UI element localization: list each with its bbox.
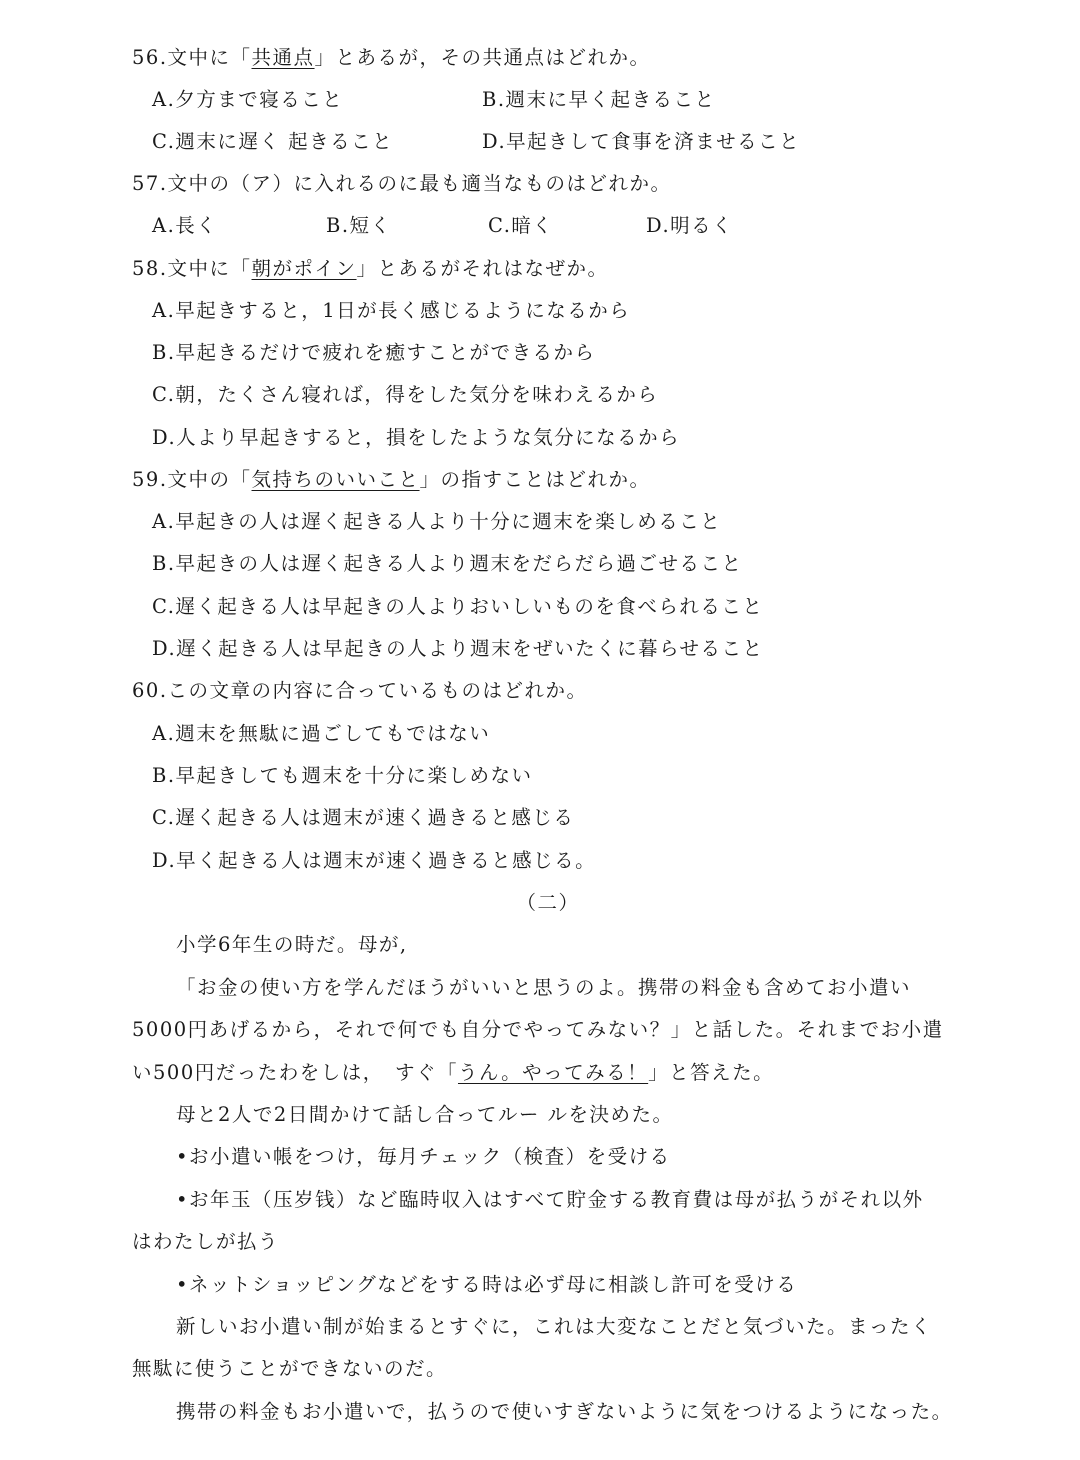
q56-option-a: A.夕方まで寝ること [152, 88, 344, 111]
question-59-suffix: 」の指すことはどれか。 [419, 468, 651, 491]
q60-option-c: C.遅く起きる人は週末が速く過きると感じる [152, 806, 575, 829]
question-58-keyword: 朝がポイン [251, 257, 357, 280]
q59-option-a: A.早起きの人は遅く起きる人より十分に週末を楽しめること [152, 510, 722, 533]
question-59-prefix: 59.文中の「 [132, 468, 252, 491]
question-58-prefix: 58.文中に「 [132, 257, 252, 280]
passage-paragraph-4-line-1: 新しいお小遣い制が始まるとすぐに，これは大変なことだと気づいた。まったく [176, 1315, 933, 1338]
q56-option-b: B.週末に早く起きること [482, 88, 716, 111]
paragraph-2-line-3-prefix: い500円だったわをしは， すぐ「 [132, 1061, 458, 1084]
question-56-prefix: 56.文中に「 [132, 46, 252, 69]
q57-option-c: C.暗く [488, 214, 554, 237]
question-56 [132, 44, 651, 72]
section-heading: （二） [516, 891, 580, 914]
q59-option-b: B.早起きの人は遅く起きる人より週末をだらだら過ごせること [152, 552, 743, 575]
q60-option-d: D.早く起きる人は週末が速く過きると感じる。 [152, 849, 597, 872]
rule-bullet-2-line-1: •お年玉（压岁钱）など臨時収入はすべて貯金する教育費は母が払うがそれ以外 [176, 1188, 924, 1211]
rule-bullet-2-line-2: はわたしが払う [132, 1230, 280, 1253]
question-57: 57.文中の（ア）に入れるのに最も適当なものはどれか。 [132, 172, 672, 195]
q56-option-c: C.週末に遅く 起きること [152, 130, 394, 153]
q60-option-b: B.早起きしても週末を十分に楽しめない [152, 764, 533, 787]
question-58-suffix: 」とあるがそれはなぜか。 [356, 257, 609, 280]
q57-option-d: D.明るく [646, 214, 734, 237]
q56-option-d: D.早起きして食事を済ませること [482, 130, 801, 153]
question-58 [132, 255, 609, 283]
passage-paragraph-3: 母と2人で2日間かけて話し合ってルー ルを決めた。 [176, 1103, 674, 1126]
question-60: 60.この文章の内容に合っているものはどれか。 [132, 679, 588, 702]
question-56-suffix: 」とあるが，その共通点はどれか。 [314, 46, 651, 69]
question-56-keyword: 共通点 [251, 46, 315, 69]
q57-option-b: B.短く [326, 214, 392, 237]
passage-paragraph-5: 携帯の料金もお小遣いで，払うので使いすぎないように気をつけるようになった。 [176, 1400, 953, 1423]
paragraph-2-line-3-suffix: 」と答えた。 [648, 1061, 775, 1084]
question-59 [132, 466, 651, 494]
passage-paragraph-1: 小学6年生の時だ。母が, [176, 933, 408, 956]
q57-option-a: A.長く [152, 214, 218, 237]
q59-option-d: D.遅く起きる人は早起きの人より週末をぜいたくに暮らせること [152, 637, 764, 660]
passage-paragraph-2-line-1: 「お金の使い方を学んだほうがいいと思うのよ。携帯の料金も含めてお小遣い [176, 976, 912, 999]
q58-option-a: A.早起きすると，1日が長く感じるようになるから [152, 299, 631, 322]
passage-paragraph-2-line-3 [132, 1059, 774, 1087]
q60-option-a: A.週末を無駄に過ごしてもではない [152, 722, 491, 745]
passage-paragraph-4-line-2: 無駄に使うことができないのだ。 [132, 1357, 448, 1380]
q59-option-c: C.遅く起きる人は早起きの人よりおいしいものを食べられること [152, 595, 764, 618]
q58-option-c: C.朝，たくさん寝れば，得をした気分を味わえるから [152, 383, 659, 406]
rule-bullet-1: •お小遣い帳をつけ，毎月チェック（検査）を受ける [176, 1145, 671, 1168]
rule-bullet-3: •ネットショッピングなどをする時は必ず母に相談し許可を受ける [176, 1273, 798, 1296]
question-59-keyword: 気持ちのいいこと [251, 468, 420, 491]
q58-option-d: D.人より早起きすると，損をしたような気分になるから [152, 426, 681, 449]
quoted-reply: うん。やってみる！ [457, 1061, 649, 1084]
q58-option-b: B.早起きるだけで疲れを癒すことができるから [152, 341, 596, 364]
passage-paragraph-2-line-2: 5000円あげるから，それで何でも自分でやってみない？」と話した。それまでお小遣 [132, 1018, 944, 1041]
